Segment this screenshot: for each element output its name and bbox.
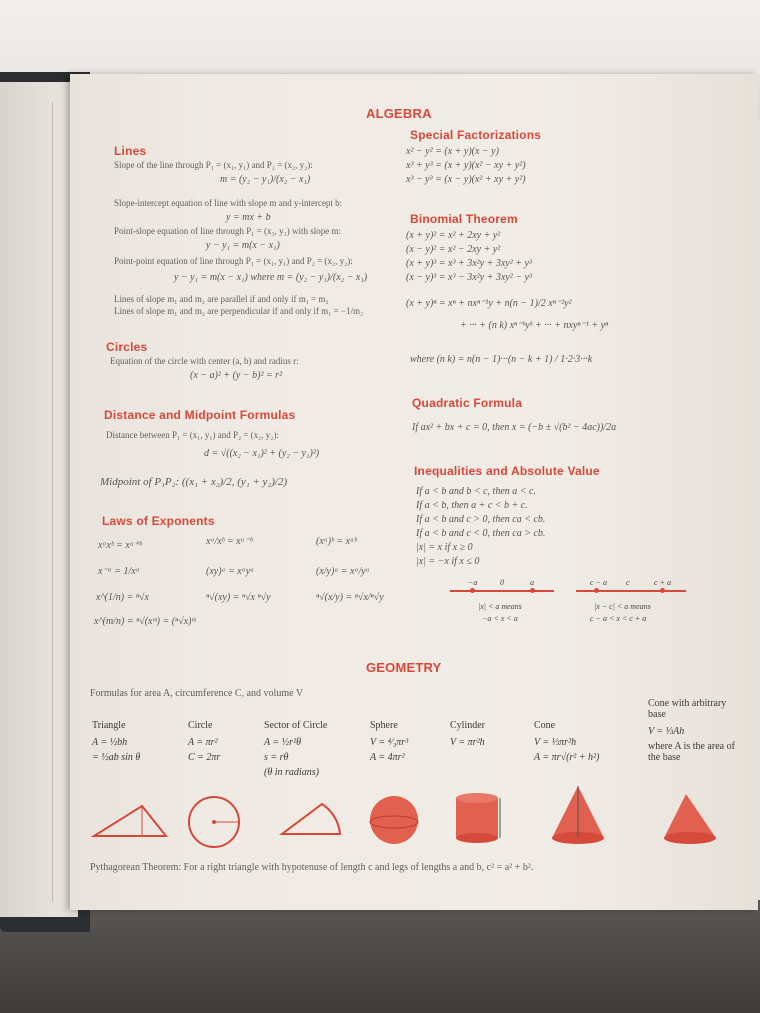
cone-arbitrary-figure [660, 790, 724, 850]
exp-c2-1: (xy)ᵃ = xᵃyᵃ [206, 566, 255, 577]
quadratic-text-0: If ax² + bx + c = 0, then x = (−b ± √(b² − 4ac))/2a [412, 422, 617, 433]
number-line-1-dot-right [530, 588, 535, 593]
lines-text-5: y − y₁ = m(x − x₁) [206, 240, 280, 251]
geo-col-cylinder [450, 720, 485, 752]
geo-f-sphere-0: V = ⁴⁄₃πr³ [370, 737, 409, 748]
geo-label-circle: Circle [188, 720, 213, 731]
exp-c3-2: ⁿ√(x/y) = ⁿ√x/ⁿ√y [316, 592, 384, 603]
left-page [0, 82, 78, 917]
nl1-label-0: −a [468, 578, 478, 587]
lines-text-2: Slope-intercept equation of line with slope m and y-intercept b: [114, 198, 343, 208]
cylinder-figure [452, 790, 502, 846]
nl2-label-0: c − a [590, 578, 607, 587]
geo-f-triangle-1: = ½ab sin θ [92, 752, 141, 763]
geo-label-cylinder: Cylinder [450, 720, 485, 731]
binomial-text-6: where (n k) = n(n − 1)···(n − k + 1) / 1·2·3···k [410, 354, 593, 365]
geo-f-cone-1: A = πr√(r² + h²) [534, 752, 600, 763]
geo-f-sector-2: (θ in radians) [264, 767, 319, 778]
lines-text-4: Point-slope equation of line through P₁ = (x₁, y₁) with slope m: [114, 226, 341, 236]
geo-f-sector-0: A = ½r²θ [264, 737, 301, 748]
special-text-1: x³ + y³ = (x + y)(x² − xy + y²) [406, 160, 526, 171]
quadratic-heading: Quadratic Formula [412, 396, 523, 410]
ineq-text-4: |x| = x if x ≥ 0 [416, 542, 473, 553]
number-line-1 [450, 590, 554, 592]
ineq-text-2: If a < b and c > 0, then ca < cb. [416, 514, 546, 525]
nl2-caption-2: c − a < x < c + a [590, 614, 647, 623]
special-heading: Special Factorizations [410, 128, 542, 142]
circles-text-1: (x − a)² + (y − b)² = r² [190, 370, 283, 381]
binomial-text-5: + ··· + (n k) xⁿ⁻ᵏyᵏ + ··· + nxyⁿ⁻¹ + yⁿ [460, 320, 609, 331]
lines-text-1: m = (y₂ − y₁)/(x₂ − x₁) [220, 174, 311, 185]
nl1-caption-1: |x| < a means [478, 602, 522, 611]
geo-col-cone-arbitrary [648, 698, 740, 767]
nl1-caption-2: −a < x < a [482, 614, 518, 623]
lines-text-6: Point-point equation of line through P₁ = (x₁, y₁) and P₂ = (x₂, y₂): [114, 256, 353, 266]
triangle-figure [90, 800, 170, 840]
ineq-text-5: |x| = −x if x ≤ 0 [416, 556, 480, 567]
special-text-2: x³ − y³ = (x − y)(x² + xy + y²) [406, 174, 526, 185]
binomial-text-2: (x + y)³ = x³ + 3x²y + 3xy² + y³ [406, 258, 532, 269]
circle-figure [186, 794, 242, 850]
ineq-text-1: If a < b, then a + c < b + c. [416, 500, 528, 511]
geometry-title: GEOMETRY [366, 660, 442, 675]
binomial-heading: Binomial Theorem [410, 212, 518, 226]
number-line-2-dot-left [594, 588, 599, 593]
distance-text-0: Distance between P₁ = (x₁, y₁) and P₂ = (x₂, y₂): [106, 430, 279, 440]
exp-c1-0: xᵃxᵇ = xᵃ⁺ᵇ [98, 540, 142, 551]
binomial-text-0: (x + y)² = x² + 2xy + y² [406, 230, 501, 241]
distance-text-1: d = √((x₂ − x₁)² + (y₂ − y₁)²) [204, 448, 320, 459]
lines-text-9: Lines of slope m₁ and m₂ are perpendicular if and only if m₁ = −1/m₂ [114, 306, 364, 316]
nl1-label-2: a [530, 578, 534, 587]
lines-text-7: y − y₁ = m(x − x₁) where m = (y₂ − y₁)/(x₂ − x₁) [174, 272, 368, 283]
geo-label-cone-arbitrary: Cone with arbitrary base [648, 698, 727, 720]
binomial-text-1: (x − y)² = x² − 2xy + y² [406, 244, 501, 255]
geo-col-sphere [370, 720, 408, 767]
geo-label-triangle: Triangle [92, 720, 126, 731]
nl1-label-1: 0 [500, 578, 504, 587]
number-line-2-dot-right [660, 588, 665, 593]
geo-label-sector: Sector of Circle [264, 720, 328, 731]
number-line-1-dot-left [470, 588, 475, 593]
pythagorean-theorem: Pythagorean Theorem: For a right triangle with hypotenuse of length c and legs of lengths a and b, c² = a² + b². [90, 862, 534, 873]
exponents-heading: Laws of Exponents [102, 514, 215, 528]
lines-heading: Lines [114, 144, 147, 158]
geo-col-cone [534, 720, 599, 767]
geo-col-triangle [92, 720, 140, 767]
exp-c3-1: (x/y)ᵃ = xᵃ/yᵃ [316, 566, 370, 577]
geo-col-sector [264, 720, 327, 782]
exp-c2-2: ⁿ√(xy) = ⁿ√x ⁿ√y [206, 592, 271, 603]
binomial-text-3: (x − y)³ = x³ − 3x²y + 3xy² − y³ [406, 272, 532, 283]
geo-col-circle [188, 720, 220, 767]
exp-c1-2: x^(1/n) = ⁿ√x [96, 592, 149, 603]
lines-text-0: Slope of the line through P₁ = (x₁, y₁) and P₂ = (x₂, y₂): [114, 160, 313, 170]
geo-label-cone: Cone [534, 720, 556, 731]
geo-f-circle-0: A = πr² [188, 737, 218, 748]
reference-page [70, 74, 758, 910]
floor-background [0, 900, 760, 1013]
geo-label-sphere: Sphere [370, 720, 398, 731]
lines-text-8: Lines of slope m₁ and m₂ are parallel if and only if m₁ = m₂ [114, 294, 329, 304]
distance-text-2: Midpoint of P₁P₂: ((x₁ + x₂)/2, (y₁ + y₂)/2) [100, 476, 288, 488]
inequalities-heading: Inequalities and Absolute Value [414, 464, 600, 478]
algebra-title: ALGEBRA [366, 106, 432, 121]
geo-f-triangle-0: A = ½bh [92, 737, 128, 748]
geo-f-cone-arbitrary-1: where A is the area of the base [648, 741, 735, 763]
geo-f-sphere-1: A = 4πr² [370, 752, 405, 763]
geo-f-cone-0: V = ⅓πr²h [534, 737, 577, 748]
lines-text-3: y = mx + b [226, 212, 271, 223]
geo-f-sector-1: s = rθ [264, 752, 289, 763]
exp-c3-0: (xᵃ)ᵇ = xᵃᵇ [316, 536, 357, 547]
special-text-0: x² − y² = (x + y)(x − y) [406, 146, 499, 157]
ineq-text-3: If a < b and c < 0, then ca > cb. [416, 528, 546, 539]
cone-figure [548, 782, 608, 848]
geometry-intro: Formulas for area A, circumference C, and volume V [90, 688, 304, 699]
geo-f-cylinder-0: V = πr²h [450, 737, 485, 748]
geo-f-cone-arbitrary-0: V = ⅓Ah [648, 726, 685, 737]
exp-c1-1: x⁻ᵃ = 1/xᵃ [98, 566, 140, 577]
exp-c2-0: xᵃ/xᵇ = xᵃ⁻ᵇ [206, 536, 253, 547]
exp-c1-3: x^(m/n) = ⁿ√(xᵐ) = (ⁿ√x)ᵐ [94, 616, 196, 627]
binomial-text-4: (x + y)ⁿ = xⁿ + nxⁿ⁻¹y + n(n − 1)/2 xⁿ⁻²y² [406, 298, 572, 309]
ineq-text-0: If a < b and b < c, then a < c. [416, 486, 536, 497]
number-line-2 [576, 590, 686, 592]
sector-figure [276, 800, 346, 840]
geo-f-circle-1: C = 2πr [188, 752, 221, 763]
circles-text-0: Equation of the circle with center (a, b) and radius r: [110, 356, 299, 366]
distance-heading: Distance and Midpoint Formulas [104, 408, 296, 422]
sphere-figure [368, 792, 420, 848]
nl2-label-1: c [626, 578, 630, 587]
nl2-caption-1: |x − c| < a means [594, 602, 651, 611]
nl2-label-2: c + a [654, 578, 671, 587]
circles-heading: Circles [106, 340, 148, 354]
